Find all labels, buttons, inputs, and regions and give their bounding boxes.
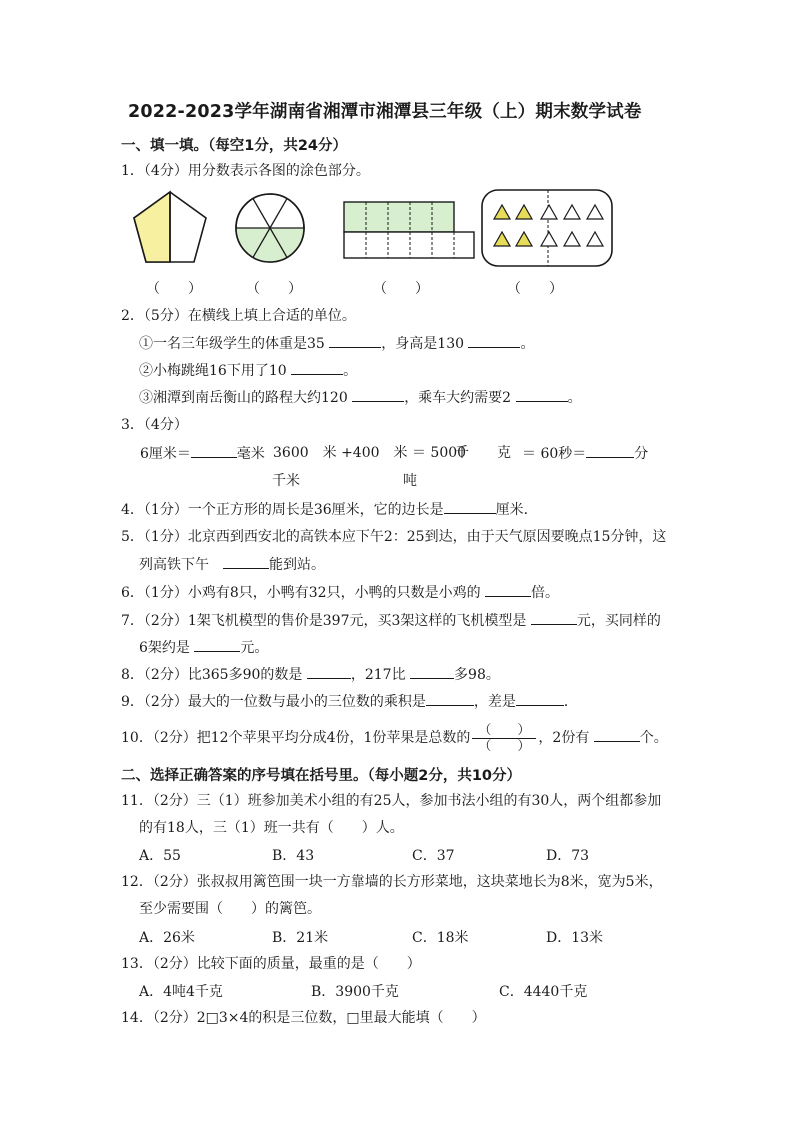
rectangle-figure [344,202,474,258]
page-title: 2022-2023学年湖南省湘潭市湘潭县三年级（上）期末数学试卷 [128,102,642,122]
q1-answer-paren-4[interactable]: （ ） [507,281,563,297]
q2-item-1: ①一名三年级学生的体重是35 ，身高是130 。 [139,333,534,354]
q12-option-c[interactable]: C．18米 [412,930,469,946]
q3-line: 6厘米＝ 毫米 [140,443,265,464]
blank[interactable] [410,664,454,679]
q2-item-2: ②小梅跳绳16下用了10 。 [139,360,357,381]
q1-answer-paren-2[interactable]: （ ） [246,281,302,297]
blank[interactable] [291,360,343,375]
question-9: 9．（2分）最大的一位数与最小的三位数的乘积是 ，差是 ． [121,691,578,712]
question-10: 10．（2分）把12个苹果平均分成4份，1份苹果是总数的 $\frac{( )}{( )}$ ，2份有 个。 [121,722,668,754]
question-3: 3．（4分） [121,417,188,433]
blank[interactable] [516,387,568,402]
section1-heading: 一、填一填。（每空1分，共24分） [121,138,348,154]
q3-part-2: 3600 米 +400 米 ＝ 5000 [273,445,467,461]
q2-item-3: ③湘潭到南岳衡山的路程大约120 ，乘车大约需要2 。 [139,387,582,408]
q11-option-a[interactable]: A．55 [139,848,181,864]
question-14: 14．（2分）2□3×4的积是三位数，□里最大能填（ ） [121,1010,486,1026]
q12-option-d[interactable]: D．13米 [546,930,604,946]
q11-option-d[interactable]: D．73 [546,848,590,864]
blank[interactable] [352,387,404,402]
q3-sub-1: 千米 [272,473,300,489]
section2-heading: 二、选择正确答案的序号填在括号里。（每小题2分，共10分） [121,768,522,784]
question-12-cont: 至少需要围（ ）的篱笆。 [139,901,321,917]
blank[interactable] [191,443,237,458]
q11-option-b[interactable]: B．43 [272,848,315,864]
blank[interactable] [329,333,381,348]
blank[interactable] [444,499,496,514]
q3-part-3: 千 克 [455,445,511,461]
question-6: 6．（1分）小鸡有8只，小鸭有32只，小鸭的只数是小鸡的 倍。 [121,582,559,603]
blank[interactable] [586,443,634,458]
blank[interactable] [194,637,240,652]
circle-figure [236,194,304,262]
question-5: 5．（1分）北京西到西安北的高铁本应下午2：25到达，由于天气原因要晚点15分钟，这 [121,529,667,545]
question-11: 11．（2分）三（1）班参加美术小组的有25人，参加书法小组的有30人，两个组都参加 [121,793,662,809]
question-4: 4．（1分）一个正方形的周长是36厘米，它的边长是 厘米． [121,499,538,520]
pentagon-figure [134,192,206,262]
triangles-figure [482,190,612,266]
question-12: 12．（2分）张叔叔用篱笆围一块一方靠墙的长方形菜地，这块菜地长为8米，宽为5米， [121,874,663,890]
blank[interactable] [307,664,351,679]
q13-option-a[interactable]: A．4吨4千克 [139,984,223,1000]
blank[interactable] [485,582,531,597]
blank[interactable] [468,333,520,348]
q12-option-b[interactable]: B．21米 [272,930,329,946]
question-1: 1．（4分）用分数表示各图的涂色部分。 [121,163,370,179]
q1-answer-paren-3[interactable]: （ ） [373,281,429,297]
q1-answer-paren-1[interactable]: （ ） [146,281,202,297]
blank[interactable] [516,691,564,706]
question-2: 2．（5分）在横线上填上合适的单位。 [121,308,356,324]
blank[interactable] [426,691,474,706]
blank[interactable] [594,727,640,742]
q3-sub-2: 吨 [403,473,417,489]
q13-option-b[interactable]: B．3900千克 [311,984,399,1000]
q13-option-c[interactable]: C．4440千克 [499,984,588,1000]
question-7: 7．（2分）1架飞机模型的售价是397元，买3架这样的飞机模型是 元，买同样的 [121,610,661,631]
question-8: 8．（2分）比365多90的数是 ，217比 多98。 [121,664,500,685]
q12-option-a[interactable]: A．26米 [139,930,195,946]
q3-part-4: ＝ 60秒＝ 分 [522,443,648,464]
blank[interactable] [531,610,577,625]
blank[interactable] [223,554,269,569]
question-5-cont: 列高铁下午 能到站。 [139,554,325,575]
q11-option-c[interactable]: C．37 [412,848,455,864]
question-7-cont: 6架约是 元。 [139,637,268,658]
question-13: 13．（2分）比较下面的质量，最重的是（ ） [121,956,421,972]
question-11-cont: 的有18人，三（1）班一共有（ ）人。 [139,820,404,836]
fraction-blank[interactable]: $\frac{( )}{( )}$ [472,723,536,754]
